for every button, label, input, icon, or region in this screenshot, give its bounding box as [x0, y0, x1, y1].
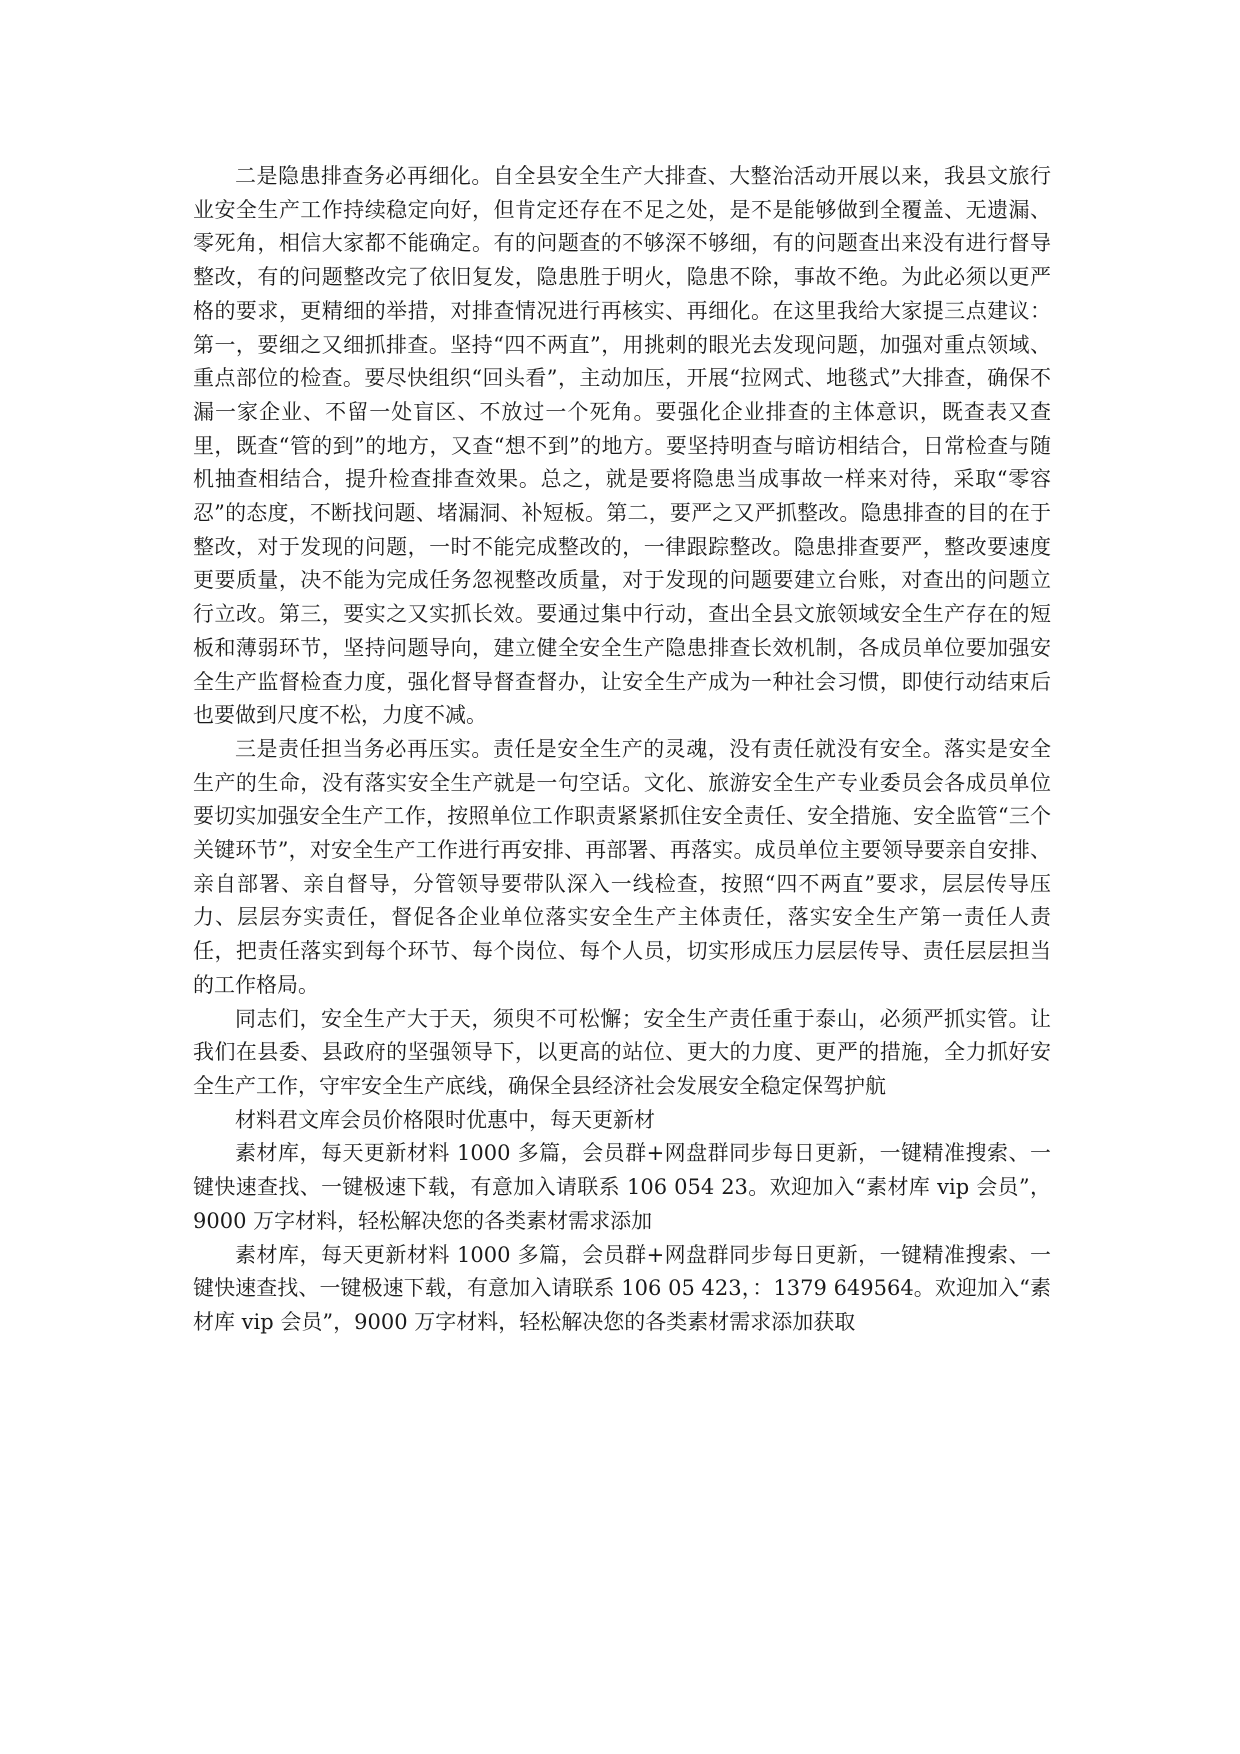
paragraph-responsibility: 三是责任担当务必再压实。责任是安全生产的灵魂，没有责任就没有安全。落实是安全生产的生命，没有落实安全生产就是一句空话。文化、旅游安全生产专业委员会各成员单位要切实加强安全生产工作，按照单位工作职责紧紧抓住安全责任、安全措施、安全监管“三个关键环节”，对安全生产工作进行再安排、再部署、再落实。成员单位主要领导要亲自安排、亲自部署、亲自督导，分管领导要带队深入一线检查，按照“四不两直”要求，层层传导压力、层层夯实责任，督促各企业单位落实安全生产主体责任，落实安全生产第一责任人责任，把责任落实到每个环节、每个岗位、每个人员，切实形成压力层层传导、责任层层担当的工作格局。 — [193, 736, 1051, 997]
paragraph-promo-1: 素材库，每天更新材料 1000 多篇，会员群+网盘群同步每日更新，一键精准搜索、一键快速查找、一键极速下载，有意加入请联系 106 054 23。欢迎加入“素材库 vip 会员”，9000 万字材料，轻松解决您的各类素材需求添加 — [193, 1141, 1051, 1233]
paragraph-promo-2: 素材库，每天更新材料 1000 多篇，会员群+网盘群同步每日更新，一键精准搜索、一键快速查找、一键极速下载，有意加入请联系 106 05 423，：1379 649564。欢迎加入“素材库 vip 会员”，9000 万字材料，轻松解决您的各类素材需求添加获取 — [193, 1242, 1051, 1334]
paragraph-closing-remarks: 同志们，安全生产大于天，须臾不可松懈；安全生产责任重于泰山，必须严抓实管。让我们在县委、县政府的坚强领导下，以更高的站位、更大的力度、更严的措施，全力抓好安全生产工作，守牢安全生产底线，确保全县经济社会发展安全稳定保驾护航 — [193, 1006, 1051, 1098]
document-page — [193, 160, 1051, 1340]
paragraph-promo-title: 材料君文库会员价格限时优惠中，每天更新材 — [235, 1107, 655, 1132]
paragraph-hidden-danger-inspection: 二是隐患排查务必再细化。自全县安全生产大排查、大整治活动开展以来，我县文旅行业安全生产工作持续稳定向好，但肯定还存在不足之处，是不是能够做到全覆盖、无遗漏、零死角，相信大家都不能确定。有的问题查的不够深不够细，有的问题查出来没有进行督导整改，有的问题整改完了依旧复发，隐患胜于明火，隐患不除，事故不绝。为此必须以更严格的要求，更精细的举措，对排查情况进行再核实、再细化。在这里我给大家提三点建议：第一，要细之又细抓排查。坚持“四不两直”，用挑刺的眼光去发现问题，加强对重点领域、重点部位的检查。要尽快组织“回头看”，主动加压，开展“拉网式、地毯式”大排查，确保不漏一家企业、不留一处盲区、不放过一个死角。要强化企业排查的主体意识，既查表又查里，既查“管的到”的地方，又查“想不到”的地方。要坚持明查与暗访相结合，日常检查与随机抽查相结合，提升检查排查效果。总之，就是要将隐患当成事故一样来对待，采取“零容忍”的态度，不断找问题、堵漏洞、补短板。第二，要严之又严抓整改。隐患排查的目的在于整改，对于发现的问题，一时不能完成整改的，一律跟踪整改。隐患排查要严，整改要速度更要质量，决不能为完成任务忽视整改质量，对于发现的问题要建立台账，对查出的问题立行立改。第三，要实之又实抓长效。要通过集中行动，查出全县文旅领域安全生产存在的短板和薄弱环节，坚持问题导向，建立健全安全生产隐患排查长效机制，各成员单位要加强安全生产监督检查力度，强化督导督查督办，让安全生产成为一种社会习惯，即使行动结束后也要做到尺度不松，力度不减。 — [193, 164, 1051, 728]
